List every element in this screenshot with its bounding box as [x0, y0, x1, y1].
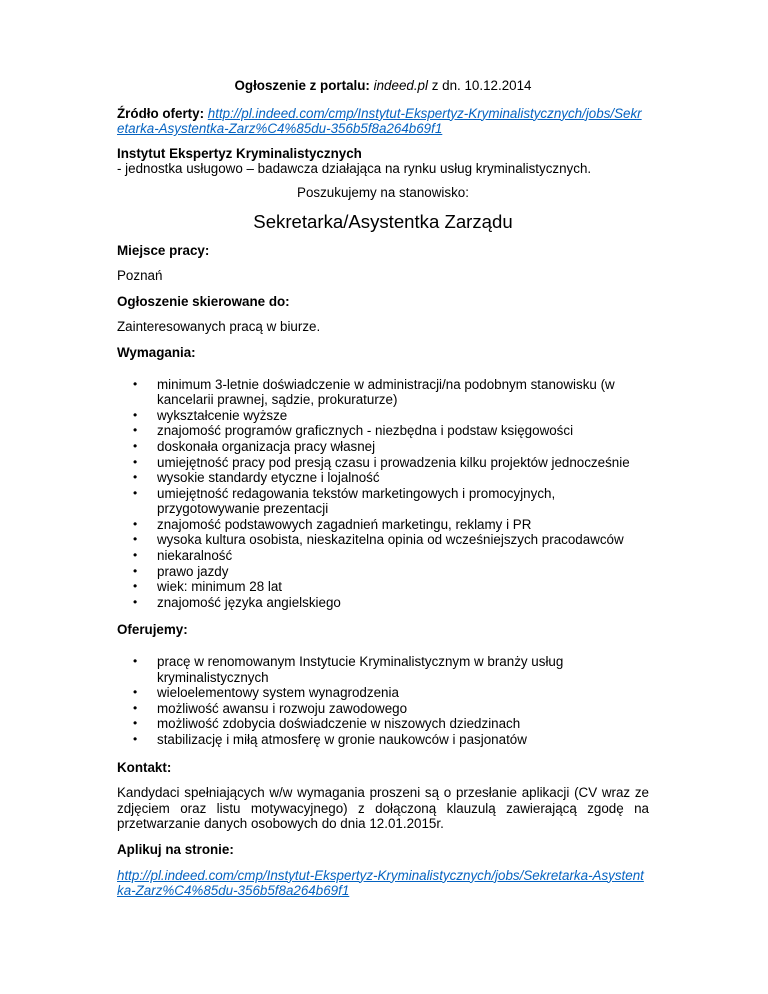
offer-label: Oferujemy: [117, 622, 188, 638]
apply-line [117, 868, 649, 899]
list-item: • znajomość języka angielskiego [157, 595, 649, 611]
list-item: • wysokie standardy etyczne i lojalność [157, 470, 649, 486]
list-item: • doskonała organizacja pracy własnej [157, 439, 649, 455]
position-title: Sekretarka/Asystentka Zarządu [253, 210, 513, 232]
company-description: - jednostka usługowo – badawcza działająca na rynku usług kryminalistycznych. [117, 161, 592, 177]
location-value: Poznań [117, 268, 163, 284]
list-item: • niekaralność [157, 548, 649, 564]
offer-source-line [117, 106, 649, 137]
list-item: • wiek: minimum 28 lat [157, 579, 649, 595]
list-item: • wieloelementowy system wynagrodzenia [157, 685, 649, 701]
list-item: • znajomość programów graficznych - niezbędna i podstaw księgowości [157, 423, 649, 439]
list-item: • pracę w renomowanym Instytucie Kryminalistycznym w branży usług kryminalistycznych [157, 654, 649, 685]
list-item: • prawo jazdy [157, 564, 649, 580]
seeking-text: Poszukujemy na stanowisko: [297, 184, 469, 200]
list-item: • umiejętność pracy pod presją czasu i prowadzenia kilku projektów jednocześnie [157, 455, 649, 471]
requirements-list [117, 377, 649, 611]
offer-list [117, 654, 649, 748]
document-page [117, 78, 649, 899]
list-item: • wykształcenie wyższe [157, 408, 649, 424]
contact-label: Kontakt: [117, 759, 172, 775]
list-item: • wysoka kultura osobista, nieskazitelna opinia od wcześniejszych pracodawców [157, 532, 649, 548]
list-item: • możliwość awansu i rozwoju zawodowego [157, 701, 649, 717]
source-label: Ogłoszenie z portalu: [234, 78, 370, 93]
audience-value: Zainteresowanych pracą w biurze. [117, 319, 321, 335]
source-line [117, 78, 649, 94]
apply-label: Aplikuj na stronie: [117, 841, 234, 857]
apply-link[interactable]: http://pl.indeed.com/cmp/Instytut-Ekspertyz-Kryminalistycznych/jobs/Sekretarka-Asystentka-Zarz%C4%85du-356b5f8a264b69f1 [117, 867, 644, 899]
portal-name: indeed.pl [373, 78, 428, 93]
location-label: Miejsce pracy: [117, 242, 210, 258]
requirements-label: Wymagania: [117, 344, 196, 360]
company-block [117, 146, 649, 177]
source-date: z dn. 10.12.2014 [431, 78, 532, 93]
audience-label: Ogłoszenie skierowane do: [117, 293, 290, 309]
list-item: • umiejętność redagowania tekstów marketingowych i promocyjnych, przygotowywanie prezentacji [157, 486, 649, 517]
offer-source-link[interactable]: http://pl.indeed.com/cmp/Instytut-Ekspertyz-Kryminalistycznych/jobs/Sekretarka-Asystentka-Zarz%C4%85du-356b5f8a264b69f1 [117, 105, 642, 137]
offer-source-label: Źródło oferty: [117, 105, 205, 121]
contact-text: Kandydaci spełniających w/w wymagania proszeni są o przesłanie aplikacji (CV wraz ze zdjęciem oraz listu motywacyjnego) z dołączoną klauzulą zawierającą zgodę na przetwarzanie danych osobowych do dnia 12.01.2015r. [117, 785, 649, 832]
list-item: • znajomość podstawowych zagadnień marketingu, reklamy i PR [157, 517, 649, 533]
list-item: • minimum 3-letnie doświadczenie w administracji/na podobnym stanowisku (w kancelarii prawnej, sądzie, prokuraturze) [157, 377, 649, 408]
list-item: • możliwość zdobycia doświadczenie w niszowych dziedzinach [157, 716, 649, 732]
company-name: Instytut Ekspertyz Kryminalistycznych [117, 145, 362, 161]
list-item: • stabilizację i miłą atmosferę w gronie naukowców i pasjonatów [157, 732, 649, 748]
